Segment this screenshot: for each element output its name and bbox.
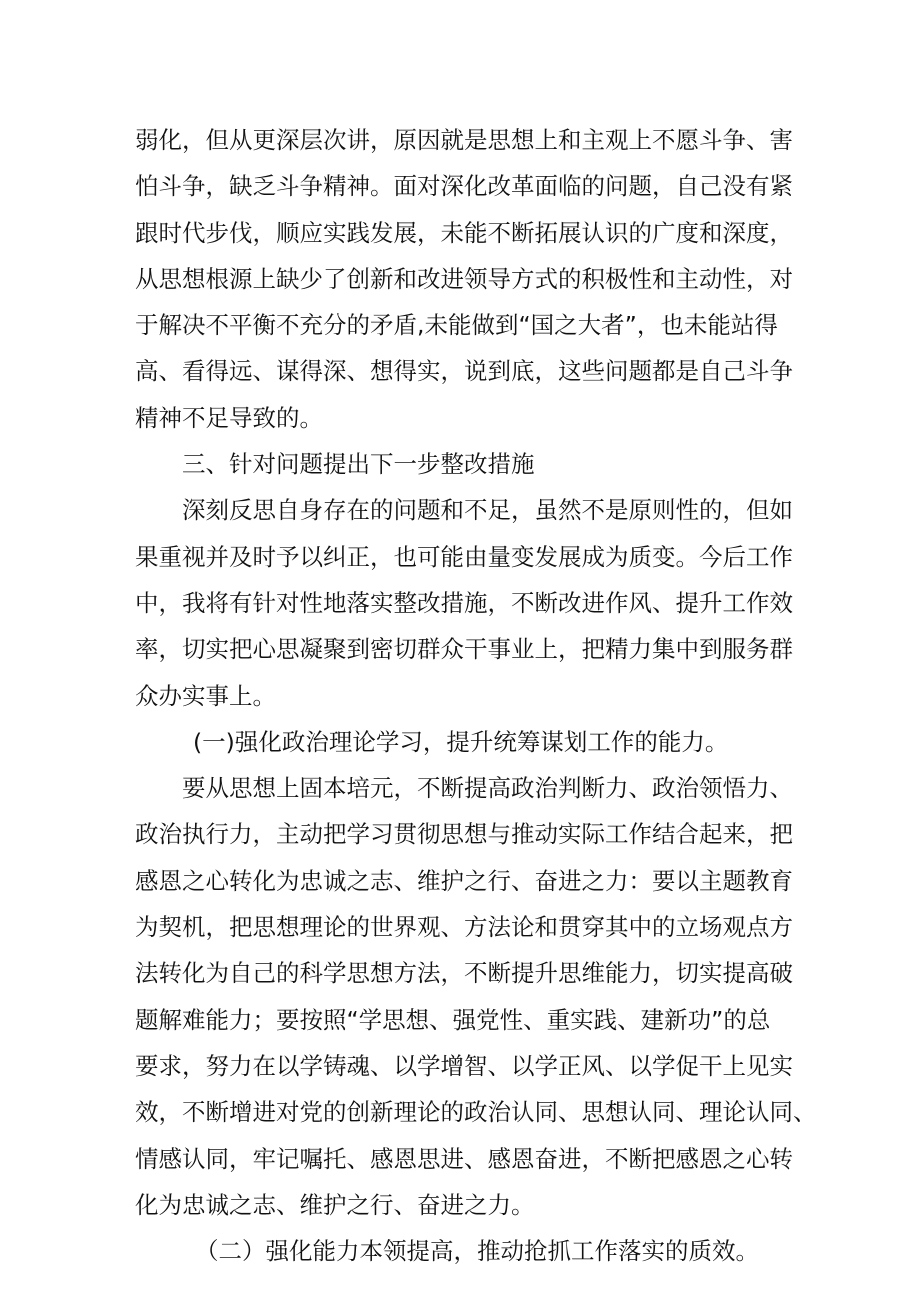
text-line: 深刻反思自身存在的问题和不足，虽然不是原则性的，但如: [182, 496, 793, 525]
text-line: 题解难能力；要按照“学思想、强党性、重实践、建新功”的总: [135, 1005, 771, 1034]
subheading: [135, 719, 795, 765]
subheading-text: （二）强化能力本领提高，推动抢抓工作落实的质效。: [195, 1237, 759, 1266]
text-line: 中，我将有针对性地落实整改措施，不断改进作风、提升工作效: [135, 588, 793, 617]
paragraph: [135, 487, 795, 718]
text-line: 精神不足导致的。: [135, 403, 323, 432]
text-line: 法转化为自己的科学思想方法，不断提升思维能力，切实提高破: [135, 959, 793, 988]
text-line: 弱化，但从更深层次讲，原因就是思想上和主观上不愿斗争、害: [135, 126, 793, 154]
document-body: [135, 117, 817, 1274]
subheading-text: (一)强化政治理论学习，提升统筹谋划工作的能力。: [193, 727, 729, 756]
text-line: 高、看得远、谋得深、想得实，说到底，这些问题都是自己斗争: [135, 357, 793, 386]
text-line: 于解决不平衡不充分的矛盾,未能做到“国之大者”，也未能站得: [135, 311, 778, 340]
subheading: [135, 1228, 795, 1274]
text-line: 果重视并及时予以纠正，也可能由量变发展成为质变。今后工作: [135, 542, 793, 571]
paragraph-continued: [135, 117, 795, 441]
text-line: 情感认同，牢记嘱托、感恩思进、感恩奋进，不断把感恩之心转: [135, 1144, 793, 1173]
text-line: 要求，努力在以学铸魂、以学增智、以学正风、以学促干上见实: [135, 1051, 793, 1080]
text-line: 众办实事上。: [135, 681, 276, 710]
paragraph: [135, 765, 817, 1228]
text-line: 要从思想上固本培元，不断提高政治判断力、政治领悟力、: [182, 774, 793, 803]
text-line: 化为忠诚之志、维护之行、奋进之力。: [135, 1190, 535, 1219]
section-heading-text: 三、针对问题提出下一步整改措施: [182, 450, 535, 479]
text-line: 怕斗争，缺乏斗争精神。面对深化改革面临的问题，自己没有紧: [135, 172, 793, 201]
text-line: 跟时代步伐，顺应实践发展，未能不断拓展认识的广度和深度，: [135, 218, 793, 247]
text-line: 从思想根源上缺少了创新和改进领导方式的积极性和主动性，对: [135, 264, 793, 293]
text-line: 为契机，把思想理论的世界观、方法论和贯穿其中的立场观点方: [135, 913, 793, 942]
section-heading: [135, 441, 795, 487]
text-line: 率，切实把心思凝聚到密切群众干事业上，把精力集中到服务群: [135, 635, 793, 664]
text-line: 效，不断增进对党的创新理论的政治认同、思想认同、理论认同、: [135, 1098, 817, 1127]
text-line: 感恩之心转化为忠诚之志、维护之行、奋进之力：要以主题教育: [135, 866, 793, 895]
text-line: 政治执行力，主动把学习贯彻思想与推动实际工作结合起来，把: [135, 820, 793, 849]
